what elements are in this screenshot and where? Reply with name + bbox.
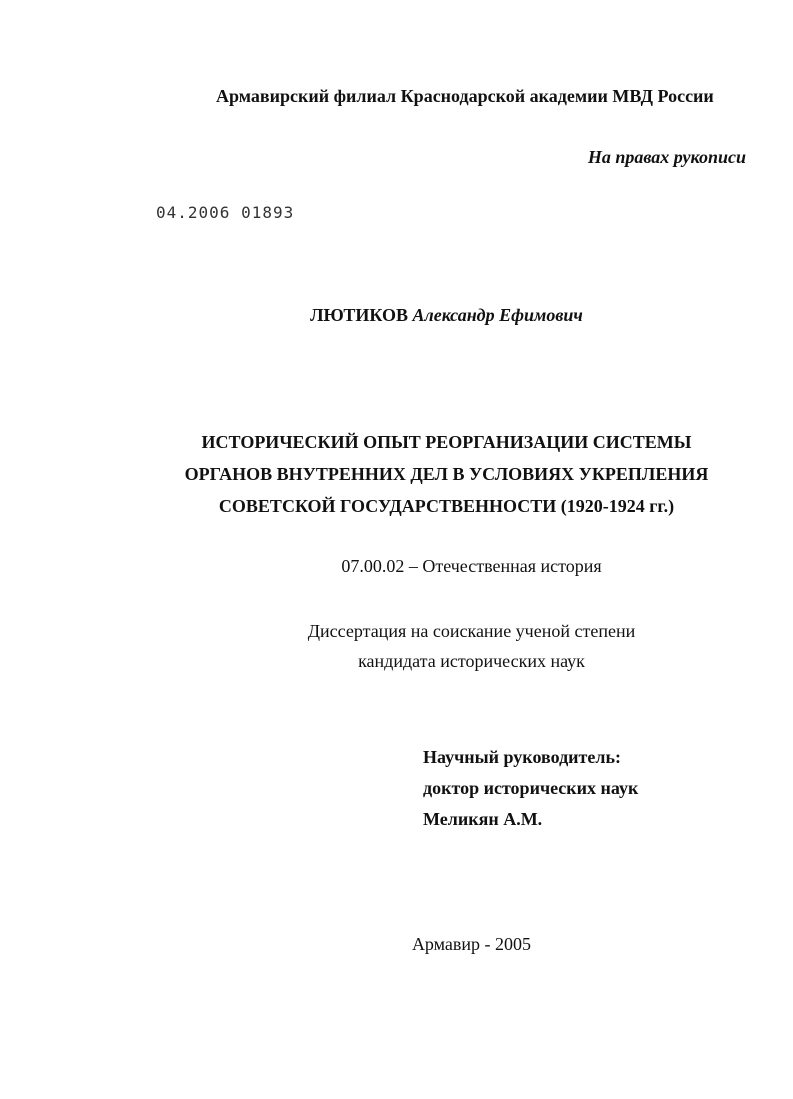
city-year: Армавир - 2005 xyxy=(411,934,532,954)
title-line: ОРГАНОВ ВНУТРЕННИХ ДЕЛ В УСЛОВИЯХ УКРЕПЛЕНИЯ xyxy=(184,464,709,484)
author-name xyxy=(0,305,793,326)
author-surname: ЛЮТИКОВ xyxy=(310,305,408,325)
degree-line: Диссертация на соискание ученой степени xyxy=(307,621,636,641)
supervisor-block xyxy=(423,742,638,835)
degree-line: кандидата исторических наук xyxy=(358,651,585,671)
title-line: СОВЕТСКОЙ ГОСУДАРСТВЕННОСТИ (1920-1924 гг.) xyxy=(218,496,675,516)
supervisor-name: Меликян А.М. xyxy=(423,809,543,829)
supervisor-label: Научный руководитель: xyxy=(423,747,621,767)
author-given-names: Александр Ефимович xyxy=(412,305,583,325)
supervisor-degree: доктор исторических наук xyxy=(423,778,639,798)
library-stamp: 04.2006 01893 xyxy=(156,203,295,222)
manuscript-note: На правах рукописи xyxy=(587,147,746,167)
specialty-code: 07.00.02 – Отечественная история xyxy=(341,556,602,576)
institution-name: Армавирский филиал Краснодарской академии МВД России xyxy=(216,86,714,106)
dissertation-title xyxy=(0,426,793,522)
title-line: ИСТОРИЧЕСКИЙ ОПЫТ РЕОРГАНИЗАЦИИ СИСТЕМЫ xyxy=(201,432,692,452)
degree-statement xyxy=(0,616,793,676)
